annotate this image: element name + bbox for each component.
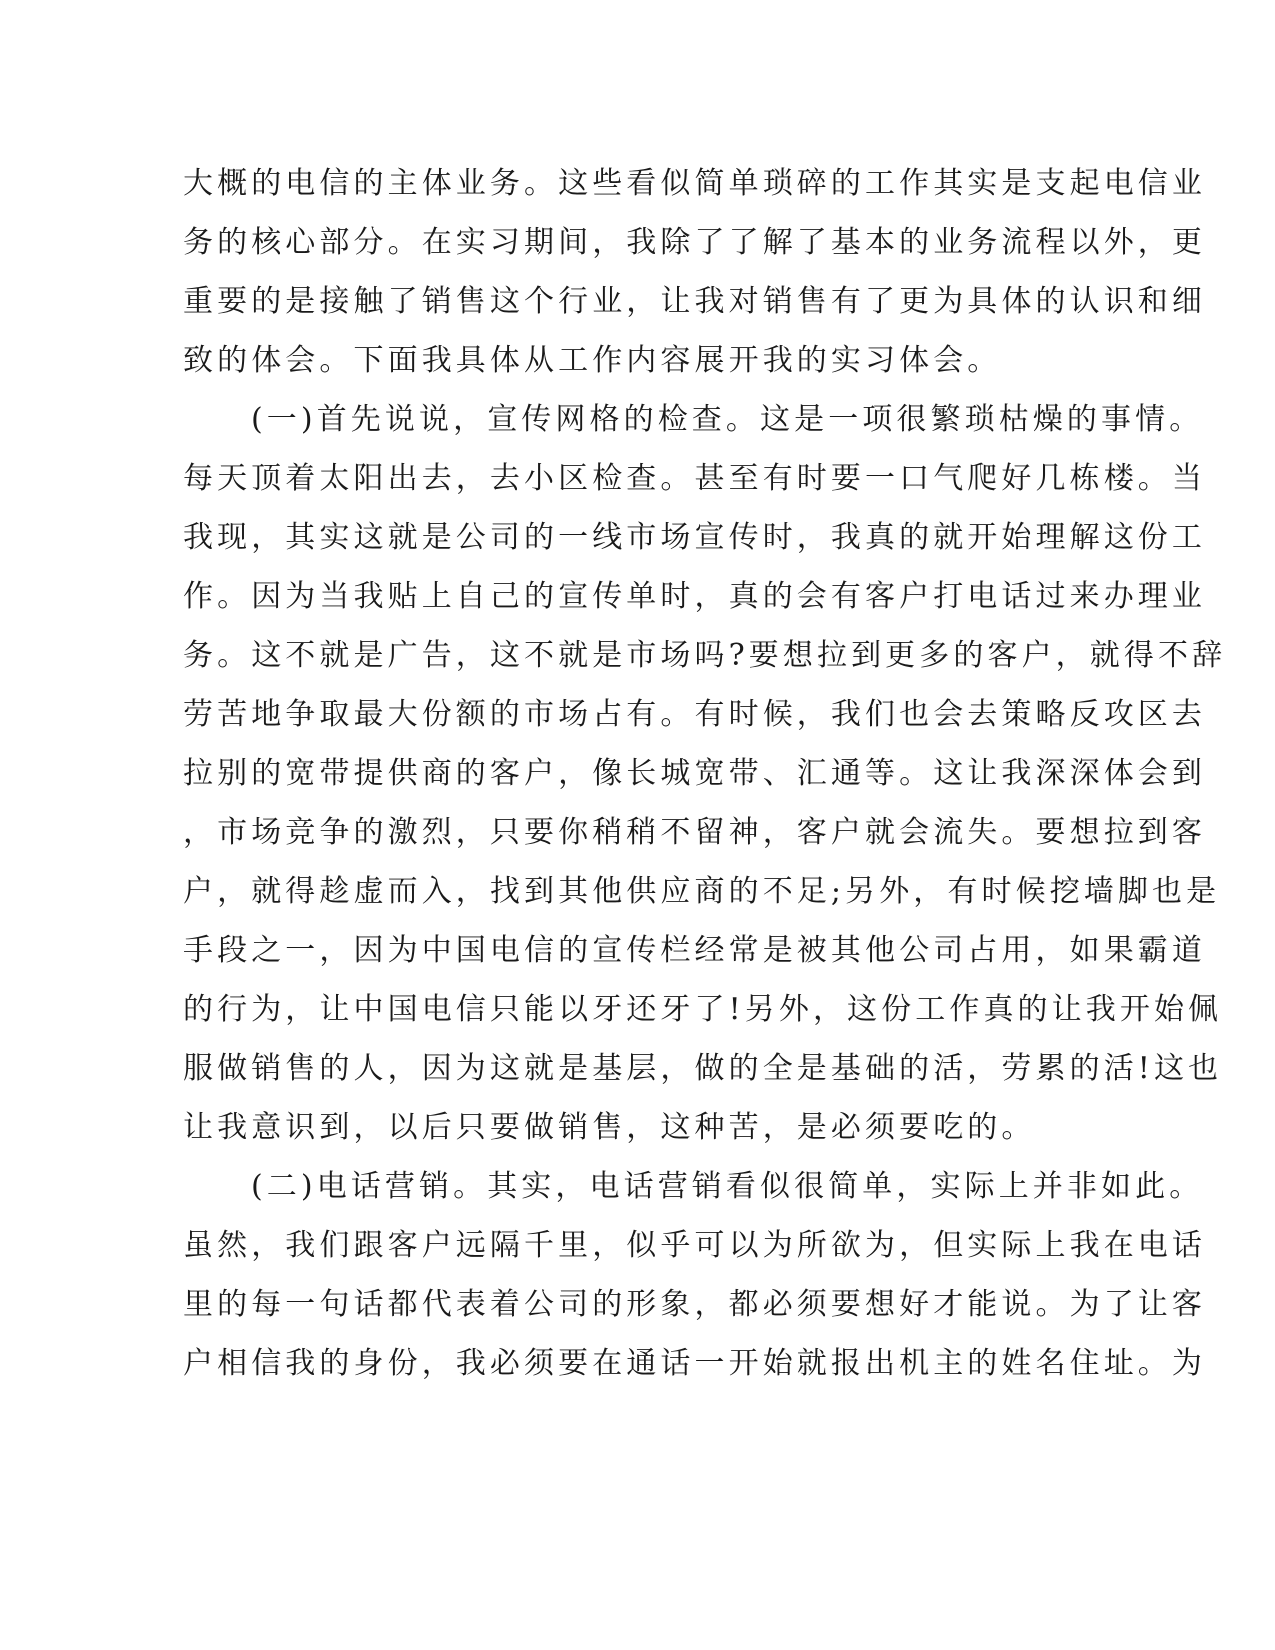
text-line: 劳苦地争取最大份额的市场占有。有时候，我们也会去策略反攻区去 [183,697,1206,732]
text-line: 手段之一，因为中国电信的宣传栏经常是被其他公司占用，如果霸道 [183,933,1206,968]
paragraph-start-line: (二)电话营销。其实，电话营销看似很简单，实际上并非如此。 [251,1169,1204,1204]
text-line: 户相信我的身份，我必须要在通话一开始就报出机主的姓名住址。为 [183,1346,1206,1381]
paragraph-start-line: (一)首先说说，宣传网格的检查。这是一项很繁琐枯燥的事情。 [251,402,1204,437]
text-line: 每天顶着太阳出去，去小区检查。甚至有时要一口气爬好几栋楼。当 [183,461,1206,496]
text-line: 作。因为当我贴上自己的宣传单时，真的会有客户打电话过来办理业 [183,579,1206,614]
text-line: ，市场竞争的激烈，只要你稍稍不留神，客户就会流失。要想拉到客 [183,815,1206,850]
text-line: 致的体会。下面我具体从工作内容展开我的实习体会。 [183,343,1002,378]
text-line: 我现，其实这就是公司的一线市场宣传时，我真的就开始理解这份工 [183,520,1206,555]
text-line: 让我意识到，以后只要做销售，这种苦，是必须要吃的。 [183,1110,1036,1145]
text-line: 里的每一句话都代表着公司的形象，都必须要想好才能说。为了让客 [183,1287,1206,1322]
body-text [183,154,1275,1393]
text-line: 的行为，让中国电信只能以牙还牙了!另外，这份工作真的让我开始佩 [183,992,1223,1027]
text-line: 拉别的宽带提供商的客户，像长城宽带、汇通等。这让我深深体会到 [183,756,1206,791]
text-line: 服做销售的人，因为这就是基层，做的全是基础的活，劳累的活!这也 [183,1051,1223,1086]
text-line: 户，就得趁虚而入，找到其他供应商的不足;另外，有时候挖墙脚也是 [183,874,1221,909]
text-line: 重要的是接触了销售这个行业，让我对销售有了更为具体的认识和细 [183,284,1206,319]
text-line: 虽然，我们跟客户远隔千里，似乎可以为所欲为，但实际上我在电话 [183,1228,1206,1263]
text-line: 务的核心部分。在实习期间，我除了了解了基本的业务流程以外，更 [183,225,1206,260]
text-line: 务。这不就是广告，这不就是市场吗?要想拉到更多的客户，就得不辞 [183,638,1227,673]
text-line: 大概的电信的主体业务。这些看似简单琐碎的工作其实是支起电信业 [183,166,1206,201]
